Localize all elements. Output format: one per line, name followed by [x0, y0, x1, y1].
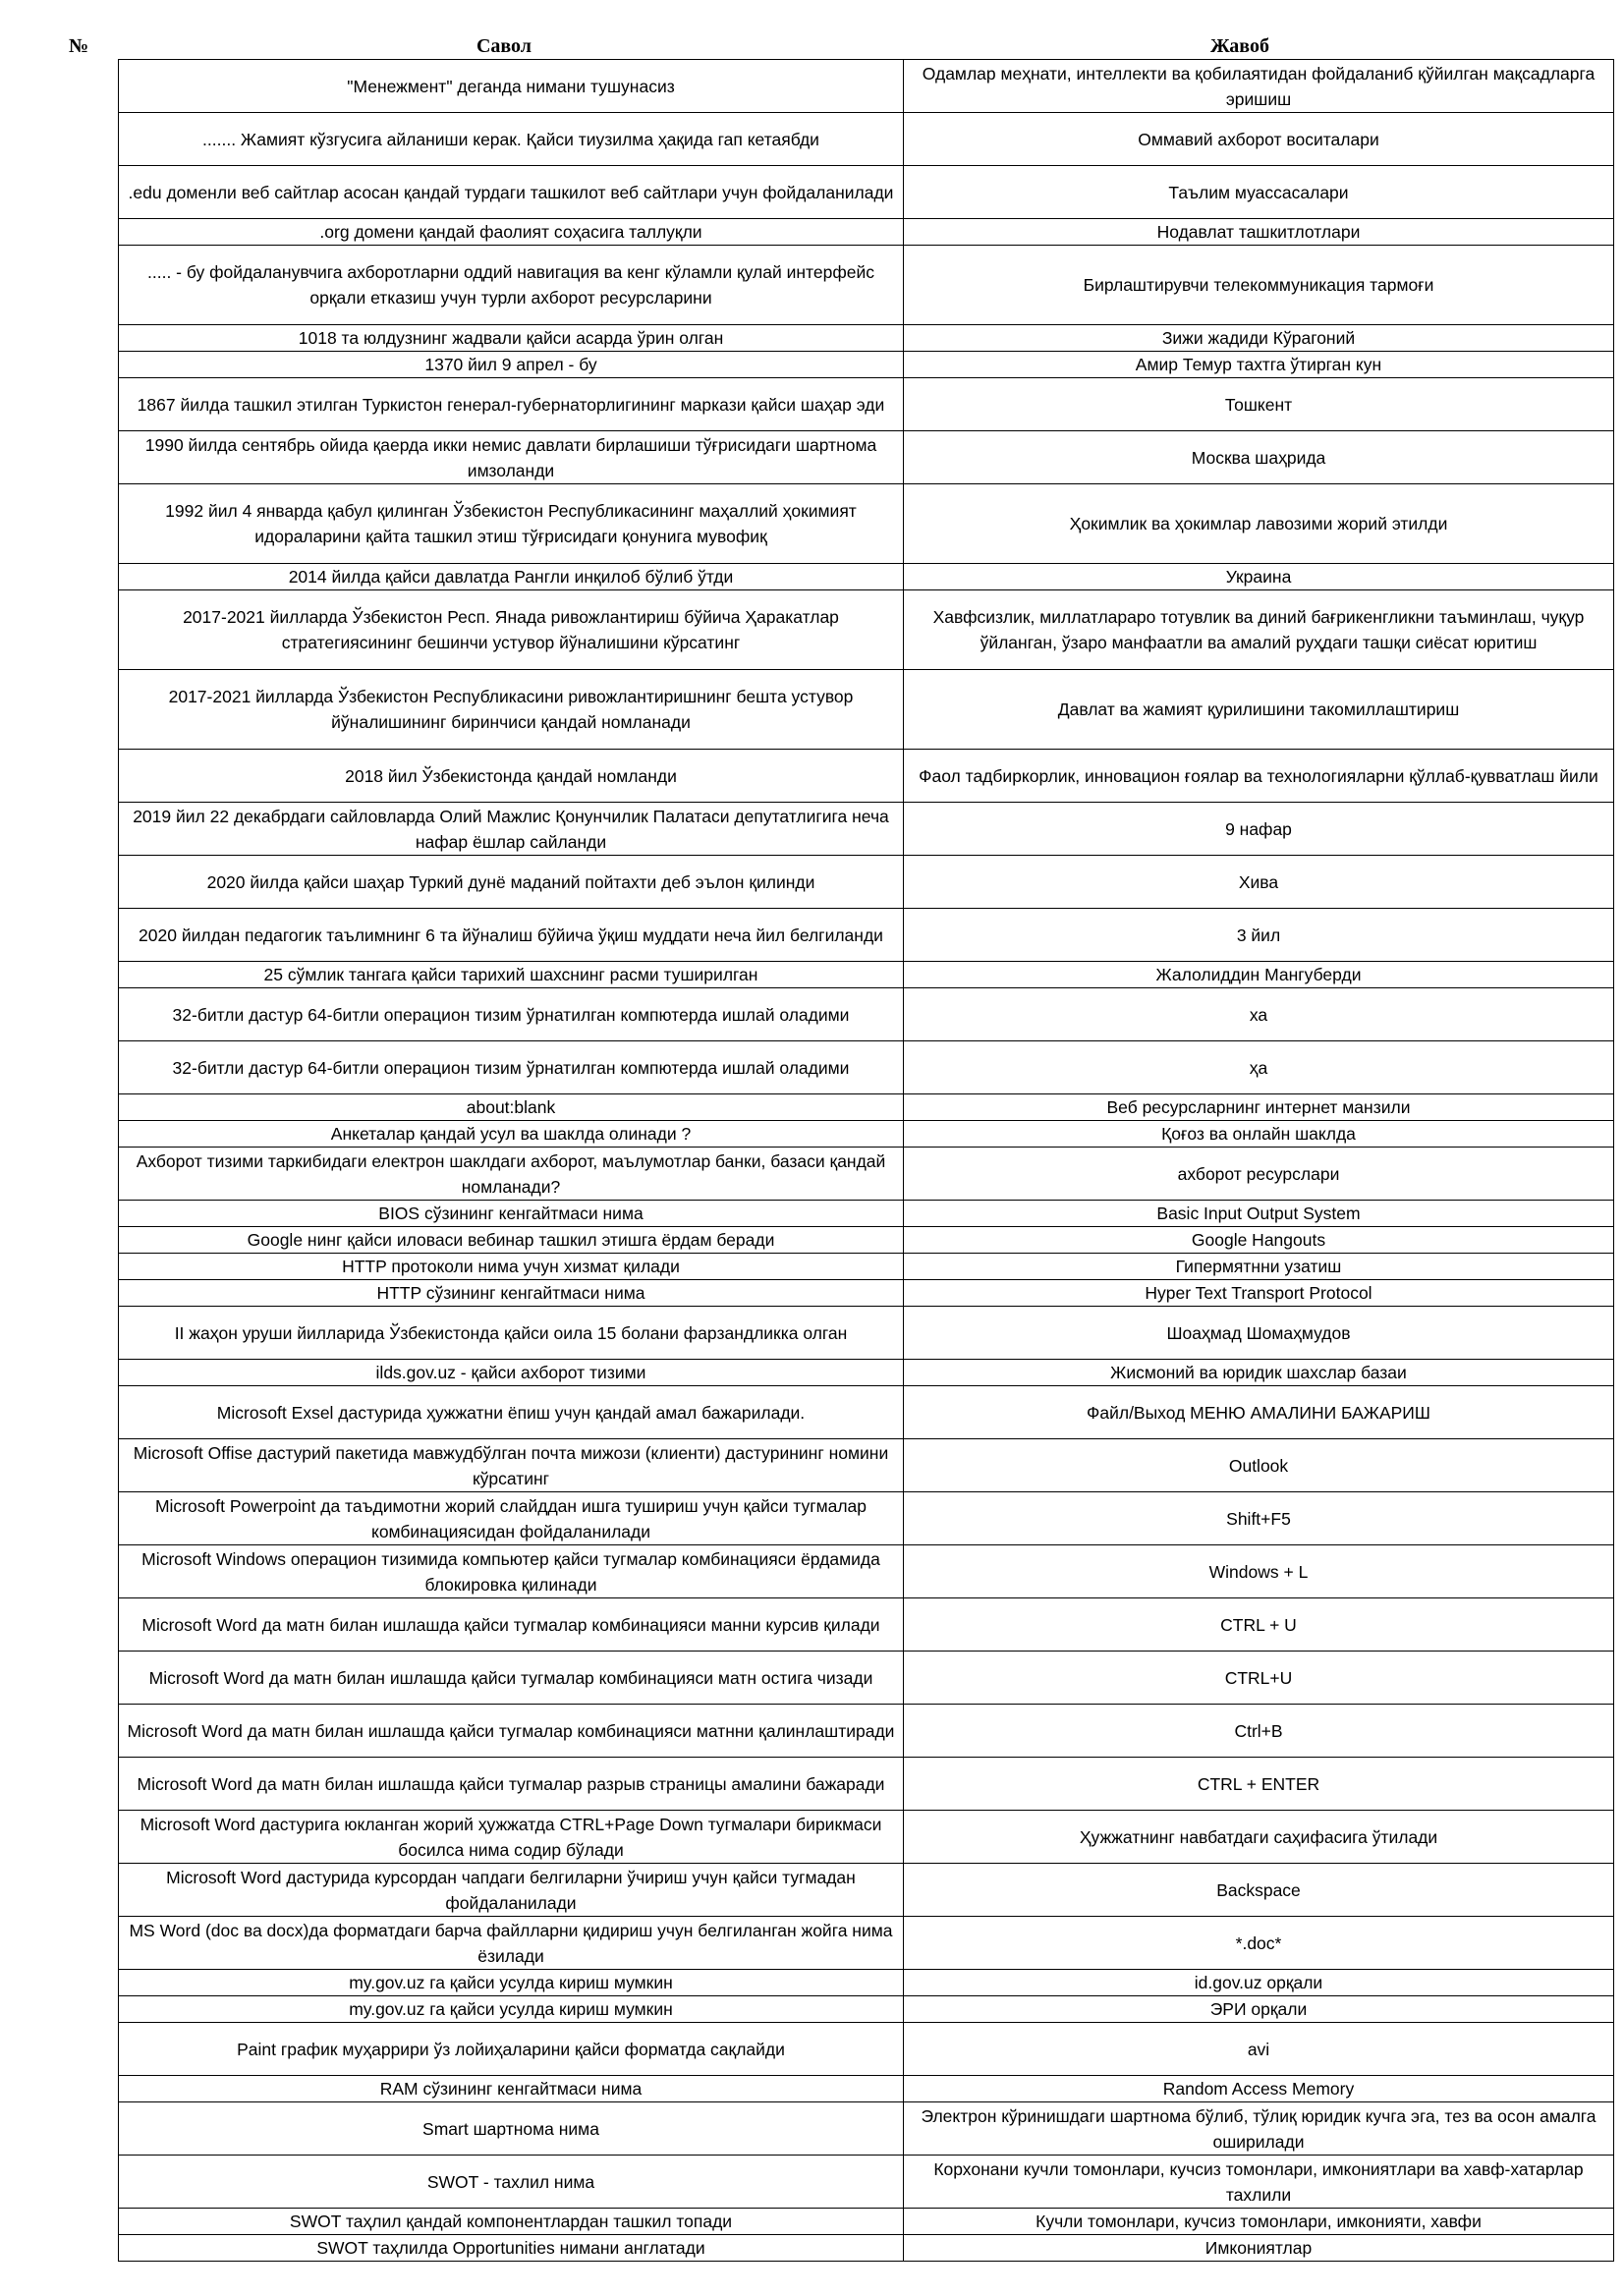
table-row	[118, 750, 1614, 803]
table-row	[118, 1307, 1614, 1360]
question-cell: 2017-2021 йилларда Ўзбекистон Республикасини ривожлантиришнинг бешта устувор йўналишининг биринчиси қандай номланади	[119, 670, 904, 750]
table-row	[118, 2023, 1614, 2076]
column-header-number: №	[69, 35, 89, 57]
row-number-cell	[118, 1201, 119, 1227]
question-cell: 2014 йилда қайси давлатда Рангли инқилоб бўлиб ўтди	[119, 564, 904, 590]
table-row	[118, 1917, 1614, 1970]
question-cell: Paint график муҳаррири ўз лойиҳаларини қайси форматда сақлайди	[119, 2023, 904, 2076]
table-row	[118, 803, 1614, 856]
answer-cell: ха	[904, 988, 1614, 1041]
row-number-cell	[118, 1254, 119, 1280]
question-cell: 1867 йилда ташкил этилган Туркистон генерал-губернаторлигининг маркази қайси шаҳар эди	[119, 378, 904, 431]
table-row	[118, 1652, 1614, 1705]
row-number-cell	[118, 1307, 119, 1360]
question-cell: SWOT - тахлил нима	[119, 2156, 904, 2209]
row-number-cell	[118, 166, 119, 219]
answer-cell: 3 йил	[904, 909, 1614, 962]
row-number-cell	[118, 325, 119, 352]
question-cell: Microsoft Word дастурида курсордан чапдаги белгиларни ўчириш учун қайси тугмадан фойдаланилади	[119, 1864, 904, 1917]
question-cell: 2017-2021 йилларда Ўзбекистон Респ. Янада ривожлантириш бўйича Ҳаракатлар стратегиясининг бешинчи устувор йўналишини кўрсатинг	[119, 590, 904, 670]
question-cell: ....... Жамият кўзгусига айланиши керак. Қайси тиузилма ҳақида гап кетаябди	[119, 113, 904, 166]
row-number-cell	[118, 1227, 119, 1254]
answer-cell: Жисмоний ва юридик шахслар базаи	[904, 1360, 1614, 1386]
row-number-cell	[118, 1758, 119, 1811]
column-header-answer: Жавоб	[1210, 35, 1269, 57]
answer-cell: 9 нафар	[904, 803, 1614, 856]
row-number-cell	[118, 1360, 119, 1386]
row-number-cell	[118, 1811, 119, 1864]
row-number-cell	[118, 2076, 119, 2102]
answer-cell: Корхонани кучли томонлари, кучсиз томонлари, имкониятлари ва хавф-хатарлар тахлили	[904, 2156, 1614, 2209]
row-number-cell	[118, 1970, 119, 1996]
question-cell: HTTP сўзининг кенгайтмаси нима	[119, 1280, 904, 1307]
row-number-cell	[118, 803, 119, 856]
question-cell: Ахборот тизими таркибидаги електрон шаклдаги ахборот, маълумотлар банки, базаси қандай номланади?	[119, 1148, 904, 1201]
row-number-cell	[118, 1864, 119, 1917]
table-row	[118, 856, 1614, 909]
answer-cell: Backspace	[904, 1864, 1614, 1917]
row-number-cell	[118, 670, 119, 750]
question-cell: Smart шартнома нима	[119, 2102, 904, 2156]
row-number-cell	[118, 2023, 119, 2076]
question-cell: Microsoft Word да матн билан ишлашда қайси тугмалар разрыв страницы амалини бажаради	[119, 1758, 904, 1811]
answer-cell: Оммавий ахборот воситалари	[904, 113, 1614, 166]
question-cell: SWOT таҳлилда Opportunities нимани англатади	[119, 2235, 904, 2262]
table-row	[118, 352, 1614, 378]
question-cell: ilds.gov.uz - қайси ахборот тизими	[119, 1360, 904, 1386]
row-number-cell	[118, 988, 119, 1041]
answer-cell: Веб ресурсларнинг интернет манзили	[904, 1094, 1614, 1121]
table-row	[118, 1041, 1614, 1094]
answer-cell: CTRL + ENTER	[904, 1758, 1614, 1811]
table-row	[118, 1254, 1614, 1280]
answer-cell: ЭРИ орқали	[904, 1996, 1614, 2023]
question-cell: .edu доменли веб сайтлар асосан қандай турдаги ташкилот веб сайтлари учун фойдаланилади	[119, 166, 904, 219]
table-row	[118, 1201, 1614, 1227]
answer-cell: Бирлаштирувчи телекоммуникация тармоғи	[904, 246, 1614, 325]
row-number-cell	[118, 2156, 119, 2209]
table-row	[118, 1360, 1614, 1386]
table-row	[118, 2102, 1614, 2156]
table-row	[118, 909, 1614, 962]
answer-cell: Shift+F5	[904, 1492, 1614, 1545]
row-number-cell	[118, 1121, 119, 1148]
table-row	[118, 1758, 1614, 1811]
table-row	[118, 2076, 1614, 2102]
table-row	[118, 1094, 1614, 1121]
row-number-cell	[118, 1094, 119, 1121]
question-cell: about:blank	[119, 1094, 904, 1121]
answer-cell: ҳа	[904, 1041, 1614, 1094]
answer-cell: Хива	[904, 856, 1614, 909]
row-number-cell	[118, 1386, 119, 1439]
answer-cell: Hyper Text Transport Protocol	[904, 1280, 1614, 1307]
row-number-cell	[118, 962, 119, 988]
question-cell: Google нинг қайси иловаси вебинар ташкил этишга ёрдам беради	[119, 1227, 904, 1254]
question-cell: Microsoft Windows операцион тизимида компьютер қайси тугмалар комбинацияси ёрдамида блокировка қилинади	[119, 1545, 904, 1598]
row-number-cell	[118, 1148, 119, 1201]
question-cell: 1990 йилда сентябрь ойида қаерда икки немис давлати бирлашиши тўғрисидаги шартнома имзоланди	[119, 431, 904, 484]
table-row	[118, 219, 1614, 246]
answer-cell: CTRL+U	[904, 1652, 1614, 1705]
answer-cell: Файл/Выход МЕНЮ АМАЛИНИ БАЖАРИШ	[904, 1386, 1614, 1439]
question-cell: 32-битли дастур 64-битли операцион тизим ўрнатилган компютерда ишлай оладими	[119, 1041, 904, 1094]
row-number-cell	[118, 113, 119, 166]
answer-cell: Random Access Memory	[904, 2076, 1614, 2102]
table-row	[118, 564, 1614, 590]
row-number-cell	[118, 1041, 119, 1094]
row-number-cell	[118, 246, 119, 325]
answer-cell: Outlook	[904, 1439, 1614, 1492]
row-number-cell	[118, 2209, 119, 2235]
question-cell: my.gov.uz га қайси усулда кириш мумкин	[119, 1970, 904, 1996]
answer-cell: Шоаҳмад Шомаҳмудов	[904, 1307, 1614, 1360]
answer-cell: Таълим муассасалари	[904, 166, 1614, 219]
question-cell: .org домени қандай фаолият соҳасига таллуқли	[119, 219, 904, 246]
answer-cell: Қоғоз ва онлайн шаклда	[904, 1121, 1614, 1148]
table-row	[118, 1811, 1614, 1864]
row-number-cell	[118, 1996, 119, 2023]
row-number-cell	[118, 1280, 119, 1307]
row-number-cell	[118, 909, 119, 962]
answer-cell: avi	[904, 2023, 1614, 2076]
answer-cell: Жалолиддин Мангуберди	[904, 962, 1614, 988]
answer-cell: Имкониятлар	[904, 2235, 1614, 2262]
question-cell: 1370 йил 9 апрел - бу	[119, 352, 904, 378]
question-cell: ..... - бу фойдаланувчига ахборотларни оддий навигация ва кенг кўламли қулай интерфейс орқали етказиш учун турли ахборот ресурсларини	[119, 246, 904, 325]
question-cell: 2020 йилда қайси шаҳар Туркий дунё маданий пойтахти деб эълон қилинди	[119, 856, 904, 909]
answer-cell: Гипермятнни узатиш	[904, 1254, 1614, 1280]
question-cell: Microsoft Powerpoint да таъдимотни жорий слайддан ишга тушириш учун қайси тугмалар комбинациясидан фойдаланилади	[119, 1492, 904, 1545]
row-number-cell	[118, 1598, 119, 1652]
row-number-cell	[118, 564, 119, 590]
question-cell: 1018 та юлдузнинг жадвали қайси асарда ўрин олган	[119, 325, 904, 352]
question-cell: 25 сўмлик тангага қайси тарихий шахснинг расми туширилган	[119, 962, 904, 988]
answer-cell: Одамлар меҳнати, интеллекти ва қобилаятидан фойдаланиб қўйилган мақсадларга эришиш	[904, 60, 1614, 113]
table-row	[118, 484, 1614, 564]
question-cell: "Менежмент" деганда нимани тушунасиз	[119, 60, 904, 113]
question-cell: HTTP протоколи нима учун хизмат қилади	[119, 1254, 904, 1280]
question-cell: 1992 йил 4 январда қабул қилинган Ўзбекистон Республикасининг маҳаллий ҳокимият идораларини қайта ташкил этиш тўғрисидаги қонунига мувофиқ	[119, 484, 904, 564]
answer-cell: CTRL + U	[904, 1598, 1614, 1652]
column-header-question: Савол	[476, 35, 532, 57]
table-row	[118, 1492, 1614, 1545]
question-cell: Microsoft Word да матн билан ишлашда қайси тугмалар комбинацияси матнни қалинлаштиради	[119, 1705, 904, 1758]
table-row	[118, 988, 1614, 1041]
row-number-cell	[118, 1705, 119, 1758]
table-row	[118, 1439, 1614, 1492]
table-row	[118, 1280, 1614, 1307]
question-cell: BIOS сўзининг кенгайтмаси нима	[119, 1201, 904, 1227]
question-cell: II жаҳон уруши йилларида Ўзбекистонда қайси оила 15 болани фарзандликка олган	[119, 1307, 904, 1360]
row-number-cell	[118, 352, 119, 378]
question-cell: 2020 йилдан педагогик таълимнинг 6 та йўналиш бўйича ўқиш муддати неча йил белгиланди	[119, 909, 904, 962]
answer-cell: *.doc*	[904, 1917, 1614, 1970]
table-row	[118, 1996, 1614, 2023]
answer-cell: ахборот ресурслари	[904, 1148, 1614, 1201]
table-row	[118, 166, 1614, 219]
table-row	[118, 60, 1614, 113]
table-row	[118, 246, 1614, 325]
row-number-cell	[118, 590, 119, 670]
table-row	[118, 113, 1614, 166]
answer-cell: Кучли томонлари, кучсиз томонлари, имконияти, хавфи	[904, 2209, 1614, 2235]
row-number-cell	[118, 2102, 119, 2156]
qa-table	[118, 59, 1614, 2262]
question-cell: SWOT таҳлил қандай компонентлардан ташкил топади	[119, 2209, 904, 2235]
question-cell: 32-битли дастур 64-битли операцион тизим ўрнатилган компютерда ишлай оладими	[119, 988, 904, 1041]
answer-cell: id.gov.uz орқали	[904, 1970, 1614, 1996]
table-row	[118, 1705, 1614, 1758]
question-cell: Microsoft Word да матн билан ишлашда қайси тугмалар комбинацияси матн остига чизади	[119, 1652, 904, 1705]
question-cell: MS Word (doc ва docx)да форматдаги барча файлларни қидириш учун белгиланган жойга нима ёзилади	[119, 1917, 904, 1970]
table-row	[118, 962, 1614, 988]
row-number-cell	[118, 1545, 119, 1598]
question-cell: Microsoft Word дастурига юкланган жорий ҳужжатда CTRL+Page Down тугмалари бирикмаси босилса нима содир бўлади	[119, 1811, 904, 1864]
row-number-cell	[118, 219, 119, 246]
answer-cell: Windows + L	[904, 1545, 1614, 1598]
answer-cell: Хавфсизлик, миллатлараро тотувлик ва диний бағрикенгликни таъминлаш, чуқур ўйланган, ўзаро манфаатли ва амалий руҳдаги ташқи сиёсат юритиш	[904, 590, 1614, 670]
table-row	[118, 670, 1614, 750]
question-cell: Анкеталар қандай усул ва шаклда олинади ?	[119, 1121, 904, 1148]
question-cell: RAM сўзининг кенгайтмаси нима	[119, 2076, 904, 2102]
answer-cell: Москва шаҳрида	[904, 431, 1614, 484]
answer-cell: Тошкент	[904, 378, 1614, 431]
answer-cell: Нодавлат ташкитлотлари	[904, 219, 1614, 246]
question-cell: 2019 йил 22 декабрдаги сайловларда Олий Мажлис Қонунчилик Палатаси депутатлигига неча нафар ёшлар сайланди	[119, 803, 904, 856]
table-row	[118, 325, 1614, 352]
table-row	[118, 2209, 1614, 2235]
answer-cell: Амир Темур тахтга ўтирган кун	[904, 352, 1614, 378]
row-number-cell	[118, 378, 119, 431]
table-row	[118, 1386, 1614, 1439]
row-number-cell	[118, 1439, 119, 1492]
row-number-cell	[118, 1652, 119, 1705]
answer-cell: Ctrl+B	[904, 1705, 1614, 1758]
answer-cell: Ҳокимлик ва ҳокимлар лавозими жорий этилди	[904, 484, 1614, 564]
row-number-cell	[118, 431, 119, 484]
table-row	[118, 1227, 1614, 1254]
question-cell: Microsoft Offise дастурий пакетида мавжудбўлган почта мижози (клиенти) дастурининг номини кўрсатинг	[119, 1439, 904, 1492]
table-row	[118, 2156, 1614, 2209]
answer-cell: Зижи жадиди Кўрагоний	[904, 325, 1614, 352]
question-cell: Microsoft Exsel дастурида ҳужжатни ёпиш учун қандай амал бажарилади.	[119, 1386, 904, 1439]
question-cell: my.gov.uz га қайси усулда кириш мумкин	[119, 1996, 904, 2023]
question-cell: 2018 йил Ўзбекистонда қандай номланди	[119, 750, 904, 803]
answer-cell: Basic Input Output System	[904, 1201, 1614, 1227]
question-cell: Microsoft Word да матн билан ишлашда қайси тугмалар комбинацияси манни курсив қилади	[119, 1598, 904, 1652]
table-row	[118, 590, 1614, 670]
answer-cell: Google Hangouts	[904, 1227, 1614, 1254]
row-number-cell	[118, 484, 119, 564]
row-number-cell	[118, 856, 119, 909]
answer-cell: Украина	[904, 564, 1614, 590]
table-row	[118, 1970, 1614, 1996]
row-number-cell	[118, 750, 119, 803]
table-row	[118, 431, 1614, 484]
row-number-cell	[118, 2235, 119, 2262]
table-row	[118, 1148, 1614, 1201]
answer-cell: Фаол тадбиркорлик, инновацион ғоялар ва технологияларни қўллаб-қувватлаш йили	[904, 750, 1614, 803]
answer-cell: Давлат ва жамият қурилишини такомиллаштириш	[904, 670, 1614, 750]
row-number-cell	[118, 1492, 119, 1545]
answer-cell: Электрон кўринишдаги шартнома бўлиб, тўлиқ юридик кучга эга, тез ва осон амалга оширилади	[904, 2102, 1614, 2156]
table-row	[118, 1864, 1614, 1917]
table-row	[118, 378, 1614, 431]
table-row	[118, 1545, 1614, 1598]
table-row	[118, 1121, 1614, 1148]
row-number-cell	[118, 60, 119, 113]
row-number-cell	[118, 1917, 119, 1970]
answer-cell: Ҳужжатнинг навбатдаги саҳифасига ўтилади	[904, 1811, 1614, 1864]
table-row	[118, 1598, 1614, 1652]
table-row	[118, 2235, 1614, 2262]
